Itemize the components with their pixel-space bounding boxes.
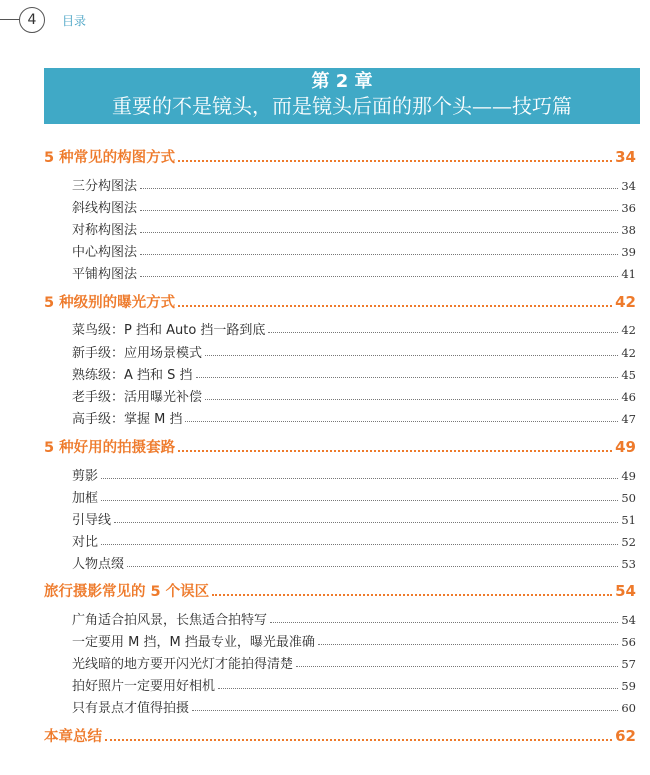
toc-section-page: 62 [615, 727, 636, 745]
toc-item[interactable] [72, 197, 636, 216]
leader-dots [127, 566, 618, 567]
toc-item-title: 一定要用 M 挡，M 挡最专业，曝光最准确 [72, 635, 315, 650]
toc-item[interactable] [72, 263, 636, 282]
chapter-subtitle: 重要的不是镜头，而是镜头后面的那个头——技巧篇 [112, 94, 572, 118]
toc-item-title: 菜鸟级：P 挡和 Auto 挡一路到底 [72, 323, 266, 338]
leader-dots [205, 355, 618, 356]
toc-item[interactable] [72, 675, 636, 694]
toc-item[interactable] [72, 509, 636, 528]
leader-dots [318, 644, 619, 645]
toc-item-title: 广角适合拍风景，长焦适合拍特写 [72, 613, 268, 628]
toc-item-page: 50 [621, 491, 636, 505]
toc-item-title: 三分构图法 [72, 179, 138, 194]
toc-item[interactable] [72, 408, 636, 427]
leader-dots [114, 522, 618, 523]
leader-dots [105, 739, 612, 741]
toc-item[interactable] [72, 386, 636, 405]
toc-item-title: 只有景点才值得拍摄 [72, 701, 190, 716]
leader-dots [218, 688, 618, 689]
leader-dots [178, 160, 612, 162]
toc-item-title: 对比 [72, 535, 99, 550]
page-number: 4 [19, 7, 45, 33]
leader-dots [140, 276, 618, 277]
toc-item-title: 斜线构图法 [72, 201, 138, 216]
toc-item-page: 36 [621, 201, 636, 215]
toc-item-page: 49 [621, 469, 636, 483]
toc-item[interactable] [72, 653, 636, 672]
page-header [0, 0, 650, 40]
toc-section-title: 5 种级别的曝光方式 [44, 295, 176, 311]
toc-section[interactable] [44, 725, 636, 746]
toc-item[interactable] [72, 487, 636, 506]
toc-section-page: 49 [615, 438, 636, 456]
toc-item-title: 中心构图法 [72, 245, 138, 260]
toc-item-title: 光线暗的地方要开闪光灯才能拍得清楚 [72, 657, 294, 672]
chapter-banner [44, 68, 640, 124]
toc-section[interactable] [44, 291, 636, 312]
toc-section-page: 42 [615, 293, 636, 311]
toc-item-title: 引导线 [72, 513, 112, 528]
toc-item-page: 60 [621, 701, 636, 715]
toc-item[interactable] [72, 175, 636, 194]
leader-dots [140, 188, 618, 189]
toc-item-page: 39 [621, 245, 636, 259]
toc-item-title: 老手级：活用曝光补偿 [72, 390, 203, 405]
leader-dots [101, 478, 618, 479]
leader-dots [140, 210, 618, 211]
toc-item-title: 熟练级：A 挡和 S 挡 [72, 368, 193, 383]
leader-dots [196, 377, 619, 378]
toc-item[interactable] [72, 631, 636, 650]
toc-item-page: 42 [621, 323, 636, 337]
toc-item-title: 加框 [72, 491, 99, 506]
leader-dots [101, 500, 618, 501]
toc-item[interactable] [72, 241, 636, 260]
toc-section-title: 本章总结 [44, 729, 102, 745]
leader-dots [212, 594, 612, 596]
toc-item-page: 56 [621, 635, 636, 649]
toc-item-page: 46 [621, 390, 636, 404]
toc-item[interactable] [72, 697, 636, 716]
leader-dots [101, 544, 618, 545]
leader-dots [140, 232, 618, 233]
toc-item[interactable] [72, 531, 636, 550]
toc-section-page: 54 [615, 582, 636, 600]
toc-item-page: 34 [621, 179, 636, 193]
leader-dots [205, 399, 618, 400]
toc-section-page: 34 [615, 148, 636, 166]
toc-item[interactable] [72, 609, 636, 628]
toc-section[interactable] [44, 436, 636, 457]
leader-dots [296, 666, 618, 667]
toc-item[interactable] [72, 553, 636, 572]
leader-dots [178, 450, 612, 452]
toc-item-page: 38 [621, 223, 636, 237]
header-rule [0, 19, 20, 20]
toc-item-page: 57 [621, 657, 636, 671]
leader-dots [178, 305, 612, 307]
toc-item-page: 52 [621, 535, 636, 549]
toc-item[interactable] [72, 319, 636, 338]
toc-item-title: 平铺构图法 [72, 267, 138, 282]
toc-item-page: 42 [621, 346, 636, 360]
toc-section-title: 5 种常见的构图方式 [44, 150, 176, 166]
toc-item-page: 54 [621, 613, 636, 627]
toc-item-page: 45 [621, 368, 636, 382]
toc-item-title: 拍好照片一定要用好相机 [72, 679, 216, 694]
toc-item-page: 51 [621, 513, 636, 527]
leader-dots [270, 622, 618, 623]
leader-dots [185, 421, 618, 422]
toc-section[interactable] [44, 580, 636, 601]
toc-item-title: 新手级：应用场景模式 [72, 346, 203, 361]
toc-item[interactable] [72, 364, 636, 383]
toc-item-page: 47 [621, 412, 636, 426]
toc-item-title: 人物点缀 [72, 557, 125, 572]
toc-item-page: 59 [621, 679, 636, 693]
chapter-number: 第 2 章 [311, 71, 373, 92]
toc-item-title: 剪影 [72, 469, 99, 484]
leader-dots [192, 710, 618, 711]
toc-section-title: 5 种好用的拍摄套路 [44, 440, 176, 456]
toc-item[interactable] [72, 465, 636, 484]
leader-dots [268, 332, 618, 333]
toc-section-title: 旅行摄影常见的 5 个误区 [44, 584, 210, 600]
toc-item-title: 对称构图法 [72, 223, 138, 238]
header-section-label: 目录 [62, 14, 87, 28]
toc-item-title: 高手级：掌握 M 挡 [72, 412, 183, 427]
toc-section[interactable] [44, 146, 636, 167]
toc-item-page: 41 [621, 267, 636, 281]
toc-item-page: 53 [621, 557, 636, 571]
toc-item[interactable] [72, 219, 636, 238]
toc-item[interactable] [72, 342, 636, 361]
leader-dots [140, 254, 618, 255]
